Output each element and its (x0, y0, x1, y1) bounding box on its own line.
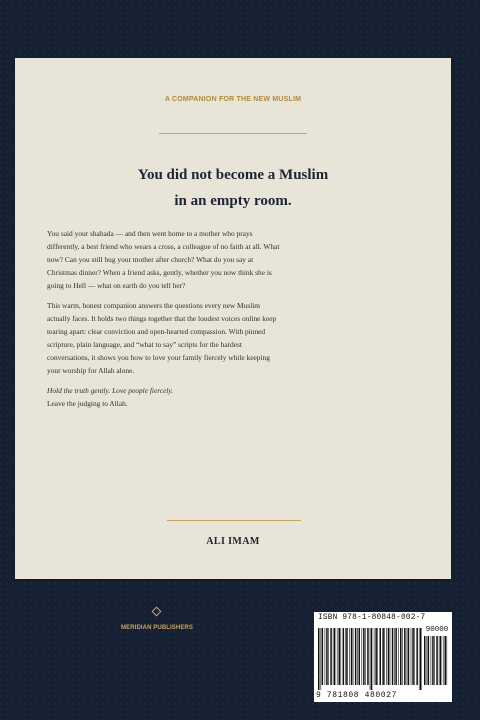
ean-digits: 9 781808 480027 (316, 691, 398, 700)
series-kicker: A COMPANION FOR THE NEW MUSLIM (164, 96, 302, 103)
headline-line-2: in an empty room. (174, 193, 292, 209)
headline (15, 162, 451, 214)
author-name: ALI IMAM (206, 536, 260, 547)
diamond-icon (152, 607, 162, 617)
price-barcode-bars (424, 636, 450, 690)
blurb (47, 227, 283, 417)
tagline-plain: Leave the judging to Allah. (47, 399, 128, 408)
isbn-label: ISBN 978-1-80848-002-7 (318, 614, 426, 622)
ean-barcode-bars (318, 628, 422, 690)
publisher-name: MERIDIAN PUBLISHERS (121, 625, 193, 631)
bottom-divider (167, 520, 301, 521)
top-divider (159, 133, 307, 134)
headline-line-1: You did not become a Muslim (137, 167, 329, 183)
price-code: 90000 (425, 626, 449, 634)
isbn-barcode (314, 612, 452, 702)
blurb-paragraph-2: This warm, honest companion answers the questions every new Muslim actually faces. It holds two things together that the loudest voices online keep tearing apart: clear conviction and open-hearted compassion. With pinned scripture, plain language, and “what to say” scripts for the hardest conversations, it shows you how to love your family fiercely while keeping your worship for Allah alone. (47, 301, 277, 375)
blurb-paragraph-1: You said your shahada — and then went home to a mother who prays differently, a best friend who wears a cross, a colleague of no faith at all. What now? Can you still hug your mother after church? What do you say at Christmas dinner? When a friend asks, gently, whether you now think she is going to Hell — what on earth do you tell her? (47, 229, 280, 290)
tagline-italic: Hold the truth gently. Love people fiercely. (47, 386, 174, 395)
tagline (47, 384, 283, 410)
back-cover-panel (15, 58, 451, 579)
